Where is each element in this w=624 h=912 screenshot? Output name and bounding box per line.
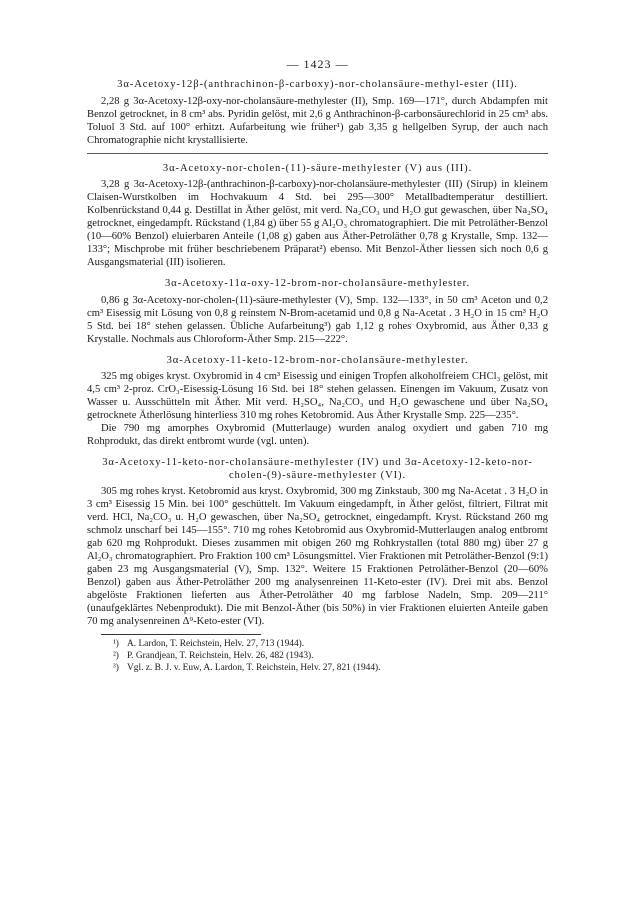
- section-heading: 3α-Acetoxy-12β-(anthrachinon-β-carboxy)-nor-cholansäure-methyl-ester (III).: [117, 79, 518, 90]
- footnote-mark: ³): [113, 663, 119, 673]
- paragraph: 305 mg rohes kryst. Ketobromid aus kryst. Oxybromid, 300 mg Zinkstaub, 300 mg Na-Acetat . 3 H₂O in 3 cm³ Eisessig 15 Min. bei 100° geschüttelt. Im Vakuum eingedampft, in Äther gelöst, filtriert, Filtrat mit verd. HCl, Na₂CO₃ u. H₂O gewaschen, über Na₂SO₄ getrocknet, eingedampft. Kryst. Rückstand 260 mg schmolz unscharf bei 145—155°. 710 mg rohes Ketobromid aus Oxybromid-Mutterlaugen analog entbromt gab 620 mg Rohprodukt. Dieses zusammen mit obigen 260 mg Rohkrystallen (total 880 mg) über 27 g Al₂O₃ chromatographiert. Pro Fraktion 100 cm³ Lösungsmittel. Vier Fraktionen mit Petroläther-Benzol (9:1) gaben 23 mg Ausgangsmaterial (V), Smp. 132°. Weitere 15 Fraktionen Petroläther-Benzol (20—60% Benzol) gaben aus Äther-Petroläther 200 mg analysenreinen 11-Keto-ester (IV). Drei mit abs. Benzol abgelöste Fraktionen lieferten aus Äther-Petroläther 40 mg farblose Nadeln, Smp. 209—211° (unaufgeklärtes Nebenprodukt). Die mit Benzol-Äther (bis 50%) in vier Fraktionen eluierten Anteile gaben 70 mg analysenreinen Δ⁹-Keto-ester (VI).: [87, 486, 548, 627]
- footnote-mark: ¹): [113, 639, 119, 649]
- paragraph: 2,28 g 3α-Acetoxy-12β-oxy-nor-cholansäure-methylester (II), Smp. 169—171°, durch Abdampfen mit Benzol getrocknet, in 8 cm³ abs. Pyridin gelöst, mit 2,6 g Anthrachinon-β-carbonsäurechlorid in 25 cm³ abs. Toluol 3 Std. auf 100° erhitzt. Aufarbeitung wie früher¹) gab 3,35 g hellgelben Syrup, der auch nach Chromatographie nicht krystallisierte.: [87, 95, 548, 146]
- page-number: — 1423 —: [286, 57, 349, 71]
- section-divider: [87, 153, 548, 154]
- section-heading: 3α-Acetoxy-11-keto-nor-cholansäure-methylester (IV) und 3α-Acetoxy-12-keto-nor-cholen-(9)-säure-methylester (VI).: [102, 457, 533, 481]
- paragraph: 0,86 g 3α-Acetoxy-nor-cholen-(11)-säure-methylester (V), Smp. 132—133°, in 50 cm³ Aceton und 0,2 cm³ Eisessig mit Lösung von 0,8 g reinstem N-Brom-acetamid und 0,8 g Na-Acetat . 3 H₂O in 15 cm³ H₂O 5 Std. bei 18° stehen gelassen. Übliche Aufarbeitung³) gab 1,12 g rohes Oxybromid, aus Äther 0,33 g Krystalle. Nochmals aus Chloroform-Äther Smp. 215—222°.: [87, 294, 548, 345]
- footnote-text: Vgl. z. B. J. v. Euw, A. Lardon, T. Reichstein, Helv. 27, 821 (1944).: [127, 663, 381, 673]
- section-heading: 3α-Acetoxy-11α-oxy-12-brom-nor-cholansäure-methylester.: [164, 278, 471, 289]
- paragraph: 325 mg obiges kryst. Oxybromid in 4 cm³ Eisessig und einigen Tropfen alkoholfreiem CHCl₃ gelöst, mit 4,5 cm³ 2-proz. CrO₃-Eisessig-Lösung 16 Std. bei 18° stehen gelassen. Einengen im Vakuum, Zusatz von Wasser u. Ausschütteln mit Äther. Mit verd. H₂SO₄, Na₂CO₃ und H₂O gewaschene und über Na₂SO₄ getrocknete Ätherlösung hinterliess 310 mg rohes Ketobromid. Aus Äther Krystalle Smp. 225—235°.: [87, 371, 548, 421]
- footnote: [113, 638, 548, 650]
- section-heading: 3α-Acetoxy-11-keto-12-brom-nor-cholansäure-methylester.: [166, 354, 469, 366]
- paragraph: Die 790 mg amorphes Oxybromid (Mutterlauge) wurden analog oxydiert und gaben 710 mg Rohprodukt, das direkt entbromt wurde (vgl. unten).: [87, 423, 548, 447]
- footnote-mark: ²): [113, 651, 119, 661]
- footnote-rule: [101, 634, 261, 635]
- footnote: [113, 650, 548, 662]
- footnote-text: A. Lardon, T. Reichstein, Helv. 27, 713 (1944).: [127, 639, 305, 649]
- footnote: [113, 662, 548, 674]
- paper-page: [87, 58, 548, 674]
- section-heading: 3α-Acetoxy-nor-cholen-(11)-säure-methylester (V) aus (III).: [162, 162, 473, 174]
- footnote-text: P. Grandjean, T. Reichstein, Helv. 26, 482 (1943).: [127, 651, 314, 661]
- paragraph: 3,28 g 3α-Acetoxy-12β-(anthrachinon-β-carboxy)-nor-cholansäure-methylester (III) (Sirup) in kleinem Claisen-Wurstkolben im Hochvakuum 4 Std. bei 295—300° Metallbadtemperatur destilliert. Kolbenrückstand 0,44 g. Destillat in Äther gelöst, mit verd. Na₂CO₃ und H₂O gut gewaschen, über Na₂SO₄ getrocknet, eingedampft. Rückstand (1,84 g) über 55 g Al₂O₃ chromatographiert. Die mit Petroläther-Benzol (10—60% Benzol) eluierbaren Anteile (1,08 g) gaben aus Äther-Petroläther 0,78 g Krystalle, Smp. 132—133°; Mischprobe mit früher beschriebenem Präparat²) ebenso. Mit Benzol-Äther liessen sich noch 0,6 g Ausgangsmaterial (III) isolieren.: [87, 179, 548, 268]
